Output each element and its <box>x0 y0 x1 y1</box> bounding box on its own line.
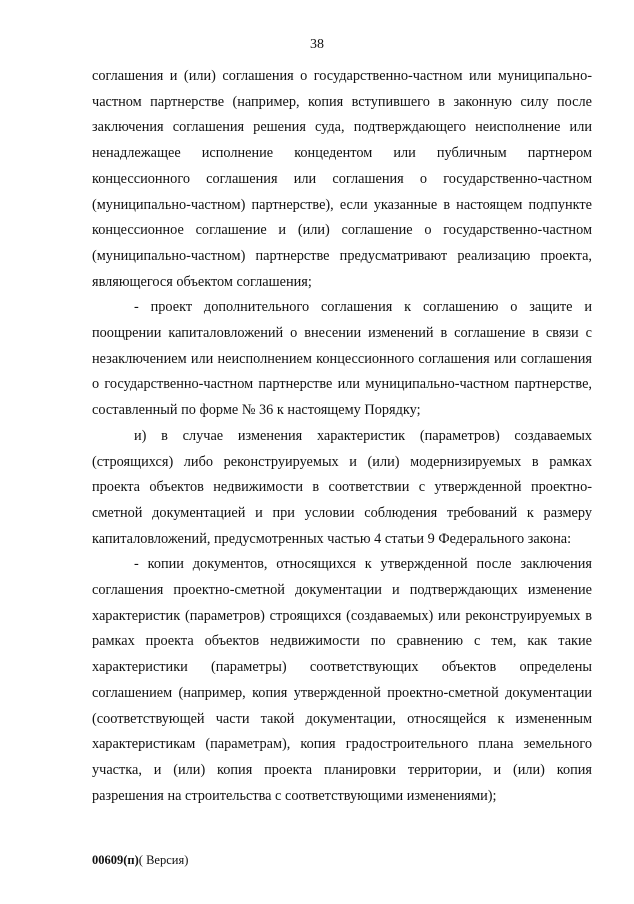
footer <box>92 852 188 868</box>
paragraph-item-i: и) в случае изменения характеристик (параметров) создаваемых (строящихся) либо реконструируемых и (или) модернизируемых в рамках проекта объектов недвижимости в соответствии с утвержденной проектно-сметной документацией и при условии соблюдения требований к размеру капиталовложений, предусмотренных частью 4 статьи 9 Федерального закона: <box>92 427 592 547</box>
footer-code: 00609(п) <box>92 853 139 867</box>
document-body <box>92 64 592 809</box>
page-number: 38 <box>310 37 324 52</box>
paragraph-additional-agreement-draft: - проект дополнительного соглашения к соглашению о защите и поощрении капиталовложений о внесении изменений в соглашение в связи с незаключением или неисполнением концессионного соглашения или соглашения о государственно-частном партнерстве или муниципально-частном партнерстве, составленный по форме № 36 к настоящему Порядку; <box>92 299 592 419</box>
paragraph-document-copies: - копии документов, относящихся к утвержденной после заключения соглашения проектно-сметной документации и подтверждающих изменение характеристик (параметров) строящихся (создаваемых) или реконструируемых в рамках проекта объектов недвижимости по сравнению с тем, как такие характеристики (параметры) соответствующих объектов определены соглашением (например, копия утвержденной проектно-сметной документации (соответствующей части такой документации, относящейся к измененным характеристикам (параметрам), копия градостроительного плана земельного участка, и (или) копия проекта планировки территории, и (или) копия разрешения на строительства с соответствующими изменениями); <box>92 556 592 804</box>
paragraph-continuation: соглашения и (или) соглашения о государственно-частном или муниципально-частном партнерстве (например, копия вступившего в законную силу после заключения соглашения решения суда, подтверждающего неисполнение или ненадлежащее исполнение концедентом или публичным партнером концессионного соглашения или соглашения о государственно-частном (муниципально-частном) партнерстве), если указанные в настоящем подпункте концессионное соглашение и (или) соглашение о государственно-частном (муниципально-частном) партнерстве предусматривают реализацию проекта, являющегося объектом соглашения; <box>92 68 592 290</box>
footer-version: ( Версия) <box>138 853 189 867</box>
